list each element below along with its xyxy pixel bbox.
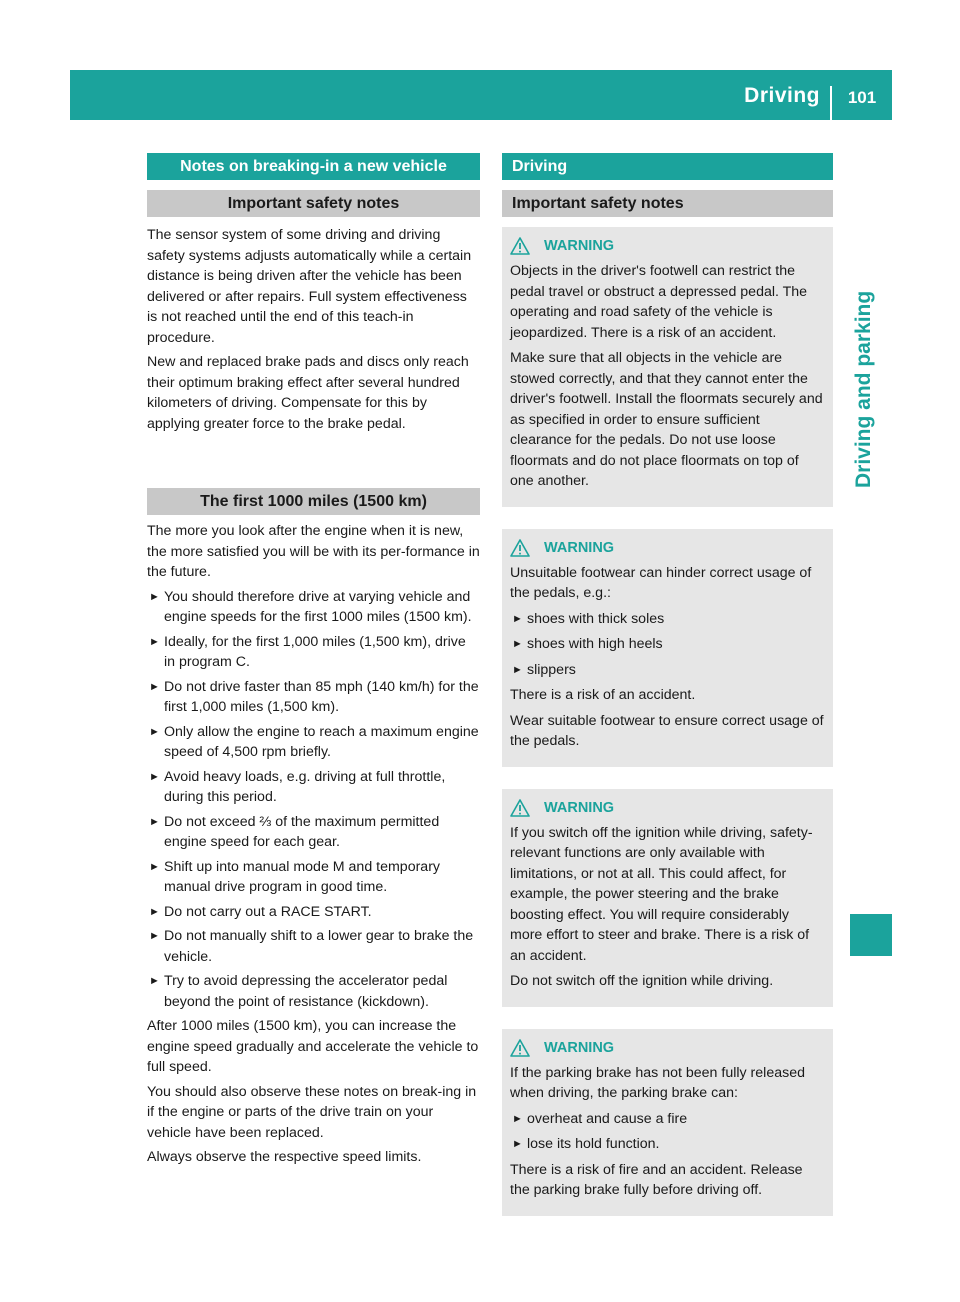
- outro-paragraph: After 1000 miles (1500 km), you can increase the engine speed gradually and accelerate the vehicle to full speed.: [147, 1018, 479, 1075]
- warning-text: Wear suitable footwear to ensure correct usage of the pedals.: [510, 712, 824, 749]
- section-title-breaking-in: Notes on breaking-in a new vehicle: [147, 153, 480, 180]
- list-item-text: Only allow the engine to reach a maximum engine speed of 4,500 rpm briefly.: [164, 723, 479, 760]
- bullet-icon: ►: [149, 770, 160, 783]
- warning-text: Do not switch off the ignition while driving.: [510, 973, 774, 989]
- list-item-text: Do not drive faster than 85 mph (140 km/h) for the first 1,000 miles (1,500 km).: [164, 678, 479, 715]
- bullet-icon: ►: [149, 975, 160, 987]
- list-item-text: overheat and cause a fire: [527, 1110, 688, 1127]
- warning-triangle-icon: [510, 1039, 530, 1057]
- section-title-driving: Driving: [502, 153, 833, 180]
- warning-text: Objects in the driver's footwell can restrict the pedal travel or obstruct a depressed pedal. The operating and road safety of the vehicle is jeopardized. There is a risk of an accident.: [510, 263, 808, 341]
- list-item: [147, 812, 480, 853]
- list-item: [510, 609, 825, 630]
- list-item: [510, 660, 825, 681]
- bullet-icon: ►: [149, 930, 160, 942]
- list-item-text: Shift up into manual mode M and temporary manual drive program in good time.: [164, 858, 441, 895]
- warning-label: WARNING: [544, 799, 615, 816]
- warning-label: WARNING: [544, 539, 615, 556]
- warning-bullets: [510, 1109, 825, 1155]
- warning-text: There is a risk of an accident.: [510, 687, 696, 703]
- list-item: [510, 1109, 825, 1130]
- list-item-text: slippers: [527, 661, 576, 678]
- list-item-text: Avoid heavy loads, e.g. driving at full throttle, during this period.: [164, 768, 446, 805]
- subsection-title-first-miles: The first 1000 miles (1500 km): [147, 488, 480, 515]
- right-column: [502, 153, 833, 1216]
- warning-text: Unsuitable footwear can hinder correct usage of the pedals, e.g.:: [510, 564, 812, 601]
- warning-box: [502, 789, 833, 1007]
- safety-paragraph: The sensor system of some driving and driving safety systems adjusts automatically while a certain distance is being driven after the vehicle has been delivered or after repairs. Full system effectiveness is not reached until the end of this teach-in procedure.: [147, 227, 472, 346]
- warning-text: Make sure that all objects in the vehicle are stowed correctly, and that they cannot enter the driver's footwell. Install the floormats securely and as specified in order to ensure sufficient clearance for the pedals. Do not use loose floormats and do not place floormats on top of one another.: [510, 350, 823, 489]
- list-item: [147, 677, 480, 718]
- list-item: [147, 767, 480, 808]
- side-tab-label: Driving and parking: [852, 290, 875, 488]
- list-item-text: shoes with thick soles: [527, 610, 665, 627]
- subsection-title-safety-right: Important safety notes: [502, 190, 833, 217]
- bullet-icon: ►: [512, 612, 523, 625]
- bullet-icon: ►: [512, 638, 523, 650]
- bullet-icon: ►: [149, 680, 160, 693]
- page-number: 101: [847, 88, 877, 107]
- warning-header: [510, 537, 825, 559]
- list-item: [510, 1134, 825, 1155]
- bullet-icon: ►: [149, 815, 160, 828]
- bullet-icon: ►: [512, 1138, 523, 1150]
- list-item: [147, 587, 480, 628]
- list-item-text: Try to avoid depressing the accelerator pedal beyond the point of resistance (kickdown).: [164, 973, 448, 1010]
- bullet-icon: ►: [149, 725, 160, 738]
- subsection-title-safety: Important safety notes: [147, 190, 480, 217]
- list-item: [147, 902, 480, 923]
- side-tab-marker: [850, 914, 892, 956]
- bullet-icon: ►: [149, 590, 160, 603]
- header-title: Driving: [744, 84, 820, 107]
- left-column: [147, 153, 480, 1172]
- list-item: [147, 857, 480, 898]
- warning-text: If the parking brake has not been fully released when driving, the parking brake can:: [510, 1064, 805, 1101]
- warning-triangle-icon: [510, 539, 530, 557]
- safety-paragraphs: [147, 225, 480, 434]
- list-item-text: Do not manually shift to a lower gear to brake the vehicle.: [164, 928, 474, 965]
- bullet-icon: ►: [149, 905, 160, 918]
- list-item-text: lose its hold function.: [527, 1136, 660, 1152]
- warning-list: [502, 227, 833, 1216]
- list-item: [147, 632, 480, 673]
- warning-label: WARNING: [544, 238, 615, 254]
- list-item: [147, 926, 480, 967]
- bullet-icon: ►: [149, 635, 160, 648]
- list-item-text: Do not carry out a RACE START.: [164, 903, 372, 920]
- bullet-icon: ►: [512, 663, 523, 676]
- warning-header: [510, 797, 825, 819]
- warning-header: [510, 1037, 825, 1059]
- list-item-text: Do not exceed ⅔ of the maximum permitted engine speed for each gear.: [164, 813, 440, 850]
- warning-text: There is a risk of fire and an accident. Release the parking brake fully before driving off.: [510, 1161, 803, 1198]
- list-item: [147, 722, 480, 763]
- page-header: [70, 70, 892, 120]
- list-item-text: You should therefore drive at varying vehicle and engine speeds for the first 1000 miles (1500 km).: [164, 588, 472, 625]
- list-item: [147, 971, 480, 1012]
- warning-box: [502, 1029, 833, 1216]
- warning-triangle-icon: [510, 799, 530, 817]
- list-item: [510, 634, 825, 655]
- outro-paragraph: Always observe the respective speed limits.: [147, 1149, 422, 1165]
- warning-text: If you switch off the ignition while driving, safety-relevant functions are only available with limitations, or not at all. This could affect, for example, the power steering and the brake boosting effect. You will require considerably more effort to steer and brake. There is a risk of an accident.: [510, 824, 813, 964]
- bullet-icon: ►: [149, 860, 160, 873]
- warning-header: [510, 235, 825, 257]
- warning-bullets: [510, 609, 825, 681]
- warning-label: WARNING: [544, 1039, 615, 1056]
- list-item-text: Ideally, for the first 1,000 miles (1,500 km), drive in program C.: [164, 633, 466, 670]
- header-divider: [830, 86, 832, 120]
- warning-triangle-icon: [510, 237, 530, 255]
- warning-box: [502, 529, 833, 767]
- warning-box: [502, 227, 833, 507]
- list-item-text: shoes with high heels: [527, 636, 663, 652]
- outro-paragraph: You should also observe these notes on break-ing in if the engine or parts of the drive train on your vehicle have been replaced.: [147, 1083, 477, 1141]
- bullet-icon: ►: [512, 1112, 523, 1125]
- safety-paragraph: New and replaced brake pads and discs only reach their optimum braking effect after several hundred kilometers of driving. Compensate for this by applying greater force to the brake pedal.: [147, 354, 469, 432]
- outro-paragraphs: [147, 1016, 480, 1168]
- first-miles-intro: The more you look after the engine when it is new, the more satisfied you will be with its per-formance in the future.: [147, 523, 480, 580]
- first-miles-bullets: [147, 587, 480, 1013]
